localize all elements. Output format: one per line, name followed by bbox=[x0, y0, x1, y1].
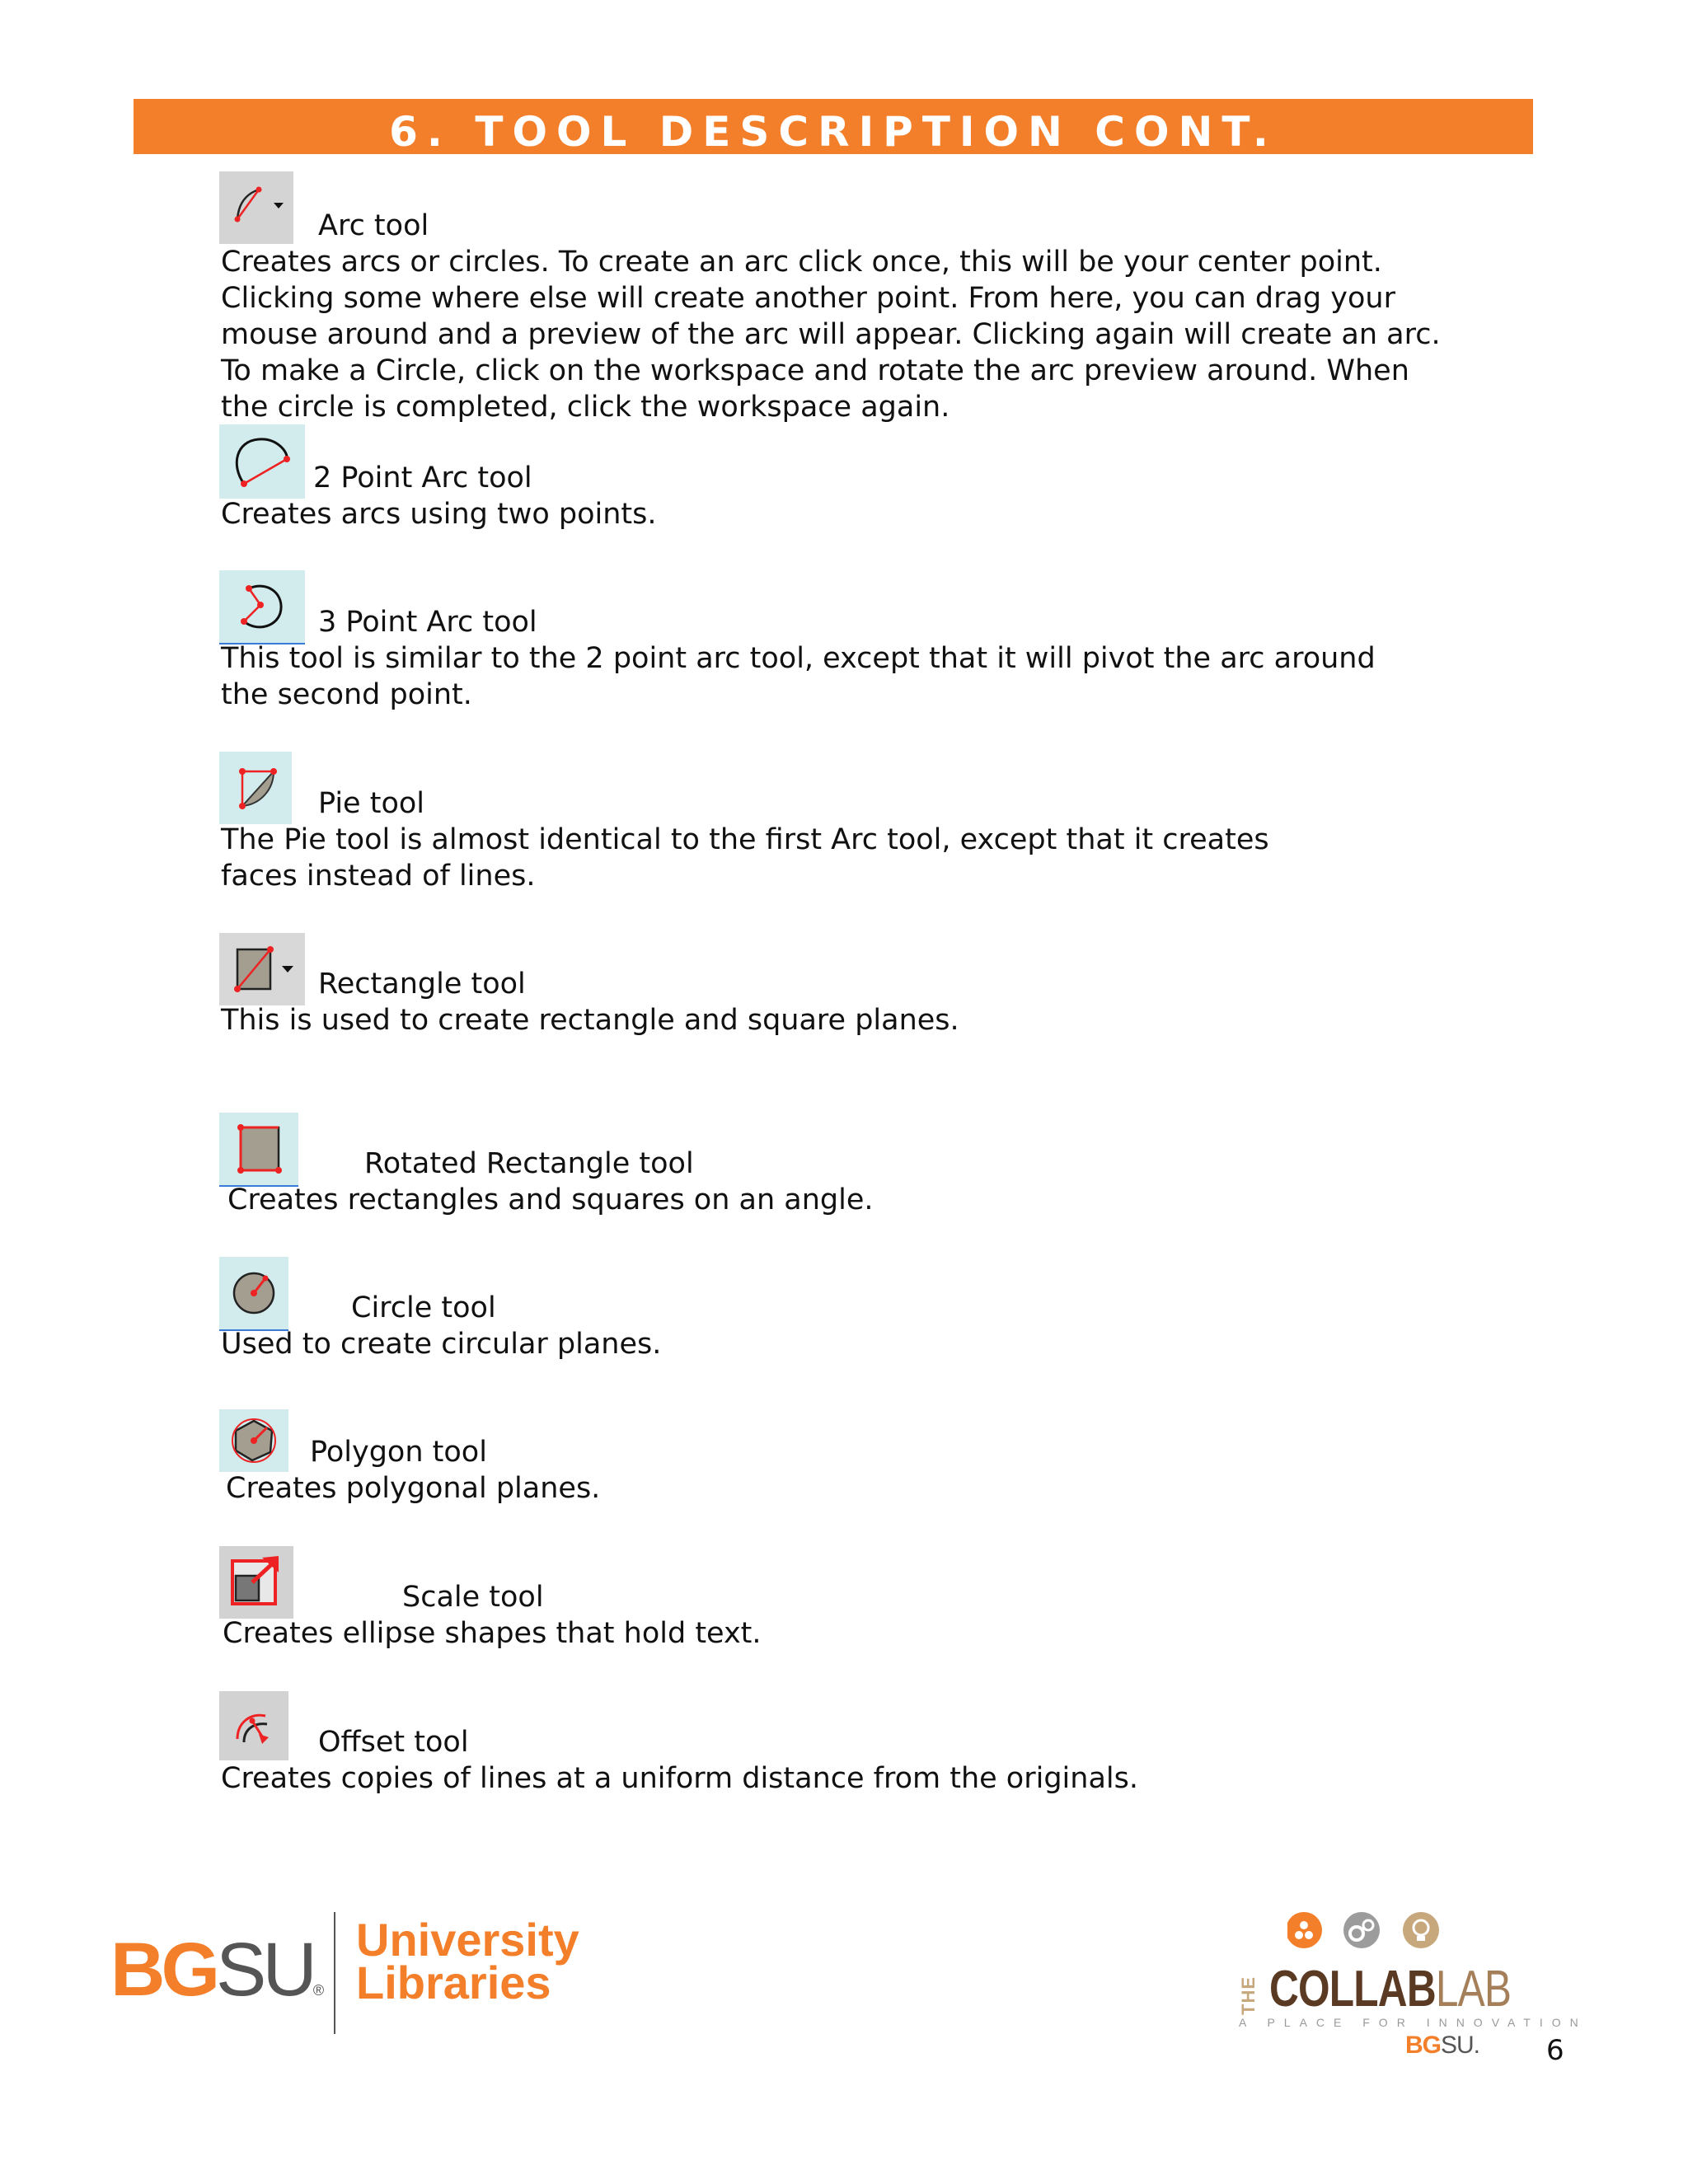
collab-lab-bgsu: BGSU. bbox=[1405, 2032, 1480, 2059]
tool-name: Polygon tool bbox=[310, 1436, 487, 1469]
collab-lab-wordmark: COLLABLAB bbox=[1269, 1961, 1512, 2018]
section-banner bbox=[134, 99, 1533, 154]
pie-icon bbox=[219, 752, 292, 824]
tool-description-line: Creates rectangles and squares on an angle. bbox=[227, 1183, 874, 1216]
bgsu-logo: BGSU® bbox=[110, 1928, 325, 2012]
scale-icon bbox=[219, 1546, 293, 1619]
tool-description-line: The Pie tool is almost identical to the first Arc tool, except that it creates bbox=[221, 823, 1269, 856]
tool-name: Rectangle tool bbox=[318, 968, 526, 1001]
tool-name: Scale tool bbox=[402, 1581, 544, 1614]
tool-description-line: Clicking some where else will create another point. From here, you can drag your bbox=[221, 282, 1395, 315]
tool-description-line: mouse around and a preview of the arc will appear. Clicking again will create an arc. bbox=[221, 318, 1441, 351]
two-point-arc-icon bbox=[219, 424, 305, 499]
tool-description-line: Creates copies of lines at a uniform distance from the originals. bbox=[221, 1762, 1138, 1795]
university-libraries-logo-text: University Libraries bbox=[356, 1914, 579, 2008]
tool-name: 3 Point Arc tool bbox=[318, 606, 537, 639]
three-point-arc-icon bbox=[219, 570, 305, 644]
tool-description-line: Creates polygonal planes. bbox=[226, 1472, 601, 1505]
tool-description-line: Creates ellipse shapes that hold text. bbox=[223, 1617, 762, 1650]
tool-name: Arc tool bbox=[318, 209, 429, 242]
tool-description-line: Creates arcs using two points. bbox=[221, 498, 657, 531]
offset-icon bbox=[219, 1691, 288, 1760]
page-number: 6 bbox=[1546, 2034, 1564, 2067]
tool-name: Offset tool bbox=[318, 1726, 469, 1759]
tool-name: Pie tool bbox=[318, 787, 424, 820]
collab-lab-tagline: A PLACE FOR INNOVATION bbox=[1239, 2016, 1587, 2029]
section-title: 6. TOOL DESCRIPTION CONT. bbox=[389, 108, 1278, 156]
arc-icon bbox=[219, 171, 293, 244]
tool-description-line: the circle is completed, click the workspace again. bbox=[221, 391, 950, 424]
tool-name: 2 Point Arc tool bbox=[313, 462, 532, 494]
tool-description-line: This tool is similar to the 2 point arc tool, except that it will pivot the arc around bbox=[221, 642, 1376, 675]
tool-name: Circle tool bbox=[351, 1291, 496, 1324]
footer-divider bbox=[334, 1912, 335, 2034]
tool-description-line: faces instead of lines. bbox=[221, 860, 536, 893]
tool-description-line: Used to create circular planes. bbox=[221, 1328, 662, 1361]
collab-lab-icons bbox=[1287, 1905, 1452, 1958]
rotated-rectangle-icon bbox=[219, 1113, 298, 1187]
polygon-icon bbox=[219, 1409, 288, 1472]
collab-lab-the: THE bbox=[1238, 1976, 1259, 2016]
tool-description-line: To make a Circle, click on the workspace and rotate the arc preview around. When bbox=[221, 354, 1409, 387]
rectangle-icon bbox=[219, 933, 305, 1005]
circle-icon bbox=[219, 1257, 288, 1331]
tool-description-line: This is used to create rectangle and square planes. bbox=[221, 1004, 959, 1037]
tool-description-line: the second point. bbox=[221, 678, 472, 711]
tool-description-line: Creates arcs or circles. To create an arc click once, this will be your center point. bbox=[221, 246, 1382, 279]
tool-name: Rotated Rectangle tool bbox=[364, 1147, 694, 1180]
